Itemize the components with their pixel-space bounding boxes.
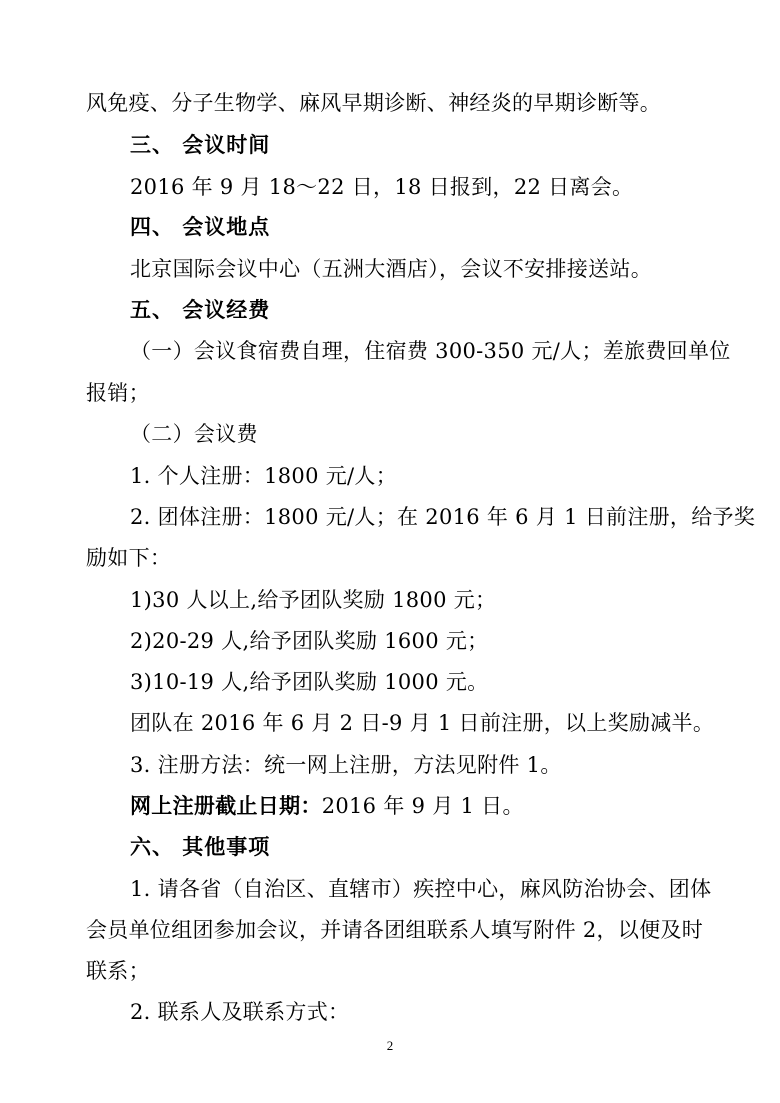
section-heading-other: 六、 其他事项 <box>130 835 271 859</box>
list-item: 2)20-29 人,给予团队奖励 1600 元； <box>130 629 489 653</box>
body-paragraph: （二）会议费 <box>130 422 258 446</box>
body-paragraph: 风免疫、分子生物学、麻风早期诊断、神经炎的早期诊断等。 <box>86 91 662 115</box>
body-paragraph: 2. 团体注册：1800 元/人；在 2016 年 6 月 1 日前注册，给予奖 <box>130 505 756 529</box>
body-paragraph: 会员单位组团参加会议，并请各团组联系人填写附件 2，以便及时 <box>86 918 704 942</box>
body-paragraph: 2. 联系人及联系方式： <box>130 1000 350 1024</box>
section-heading-time: 三、 会议时间 <box>130 133 271 157</box>
deadline-label: 网上注册截止日期： <box>130 794 322 818</box>
body-paragraph: 1. 请各省（自治区、直辖市）疾控中心，麻风防治协会、团体 <box>130 877 712 901</box>
list-item: 1)30 人以上,给予团队奖励 1800 元； <box>130 588 497 612</box>
body-paragraph: 报销； <box>86 381 150 405</box>
section-heading-venue: 四、 会议地点 <box>130 215 271 239</box>
body-paragraph: 团队在 2016 年 6 月 2 日-9 月 1 日前注册，以上奖励减半。 <box>130 711 715 735</box>
body-paragraph: 北京国际会议中心（五洲大酒店），会议不安排接送站。 <box>130 257 652 281</box>
page-number: 2 <box>386 1038 394 1053</box>
body-paragraph: 3. 注册方法：统一网上注册，方法见附件 1。 <box>130 753 562 777</box>
section-heading-fees: 五、 会议经费 <box>130 298 271 322</box>
deadline-value: 2016 年 9 月 1 日。 <box>321 794 524 818</box>
body-paragraph: （一）会议食宿费自理，住宿费 300-350 元/人；差旅费回单位 <box>130 339 731 363</box>
body-paragraph: 2016 年 9 月 18～22 日，18 日报到，22 日离会。 <box>130 175 634 199</box>
list-item: 3)10-19 人,给予团队奖励 1000 元。 <box>130 670 489 694</box>
deadline-line <box>130 792 524 820</box>
body-paragraph: 励如下： <box>86 546 172 570</box>
body-paragraph: 联系； <box>86 959 150 983</box>
body-paragraph: 1. 个人注册：1800 元/人； <box>130 464 398 488</box>
